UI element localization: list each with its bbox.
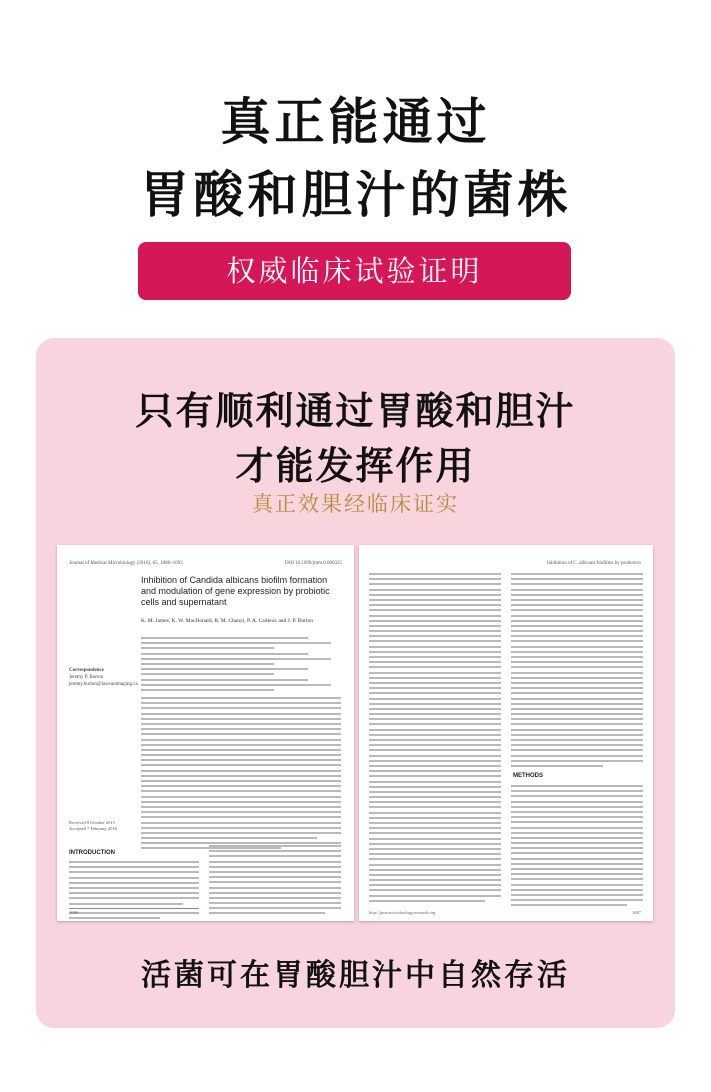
paper-page-left xyxy=(57,545,354,921)
correspondence-block xyxy=(69,667,138,688)
running-header: Inhibition of C. albicans biofilms by probiotics xyxy=(546,561,641,566)
card-title-line-2: 才能发挥作用 xyxy=(235,444,476,488)
doi-label: DOI 10.1099/jmm.0.000325 xyxy=(285,561,342,566)
methods-heading: METHODS xyxy=(513,773,543,779)
card-bottom-text: 活菌可在胃酸胆汁中自然存活 xyxy=(141,958,570,993)
paper-page-right xyxy=(359,545,653,921)
received-date: Received 8 October 2015 xyxy=(69,820,115,825)
right-column-1 xyxy=(369,573,501,905)
intro-column-1 xyxy=(69,861,199,921)
left-page-number: 1086 xyxy=(69,910,78,915)
accepted-date: Accepted 7 February 2016 xyxy=(69,826,117,831)
card-title-line-1: 只有顺利通过胃酸和胆汁 xyxy=(135,389,576,433)
right-column-2-top xyxy=(511,573,643,770)
headline-line-1: 真正能通过 xyxy=(220,93,491,151)
intro-column-2 xyxy=(209,845,341,918)
correspondence-email: jeremy.burton@lawsonimaging.ca xyxy=(69,682,138,687)
clinical-proof-badge: 权威临床试验证明 xyxy=(138,242,571,300)
journal-header: Journal of Medical Microbiology (2016), 65, 1086–1093 xyxy=(69,561,183,566)
right-page-url: http://jmm.microbiologyresearch.org xyxy=(369,910,436,915)
received-dates xyxy=(69,820,131,832)
right-page-number: 1087 xyxy=(632,910,641,915)
right-column-2-bottom xyxy=(511,785,643,910)
correspondence-name: Jeremy P. Burton xyxy=(69,675,104,680)
card-subtitle: 真正效果经临床证实 xyxy=(252,492,459,516)
introduction-heading: INTRODUCTION xyxy=(69,850,115,856)
article-authors: K. M. James, K. W. MacDonald, R. M. Chanyi, P. A. Cadieux and J. P. Burton xyxy=(141,618,314,624)
abstract-text xyxy=(141,697,341,853)
headline-line-2: 胃酸和胆汁的菌株 xyxy=(139,166,572,224)
correspondence-label: Correspondence xyxy=(69,668,104,673)
affiliation-text xyxy=(141,637,331,694)
article-title: Inhibition of Candida albicans biofilm formation and modulation of gene expression by probiotic cells and supernatant xyxy=(141,575,330,607)
